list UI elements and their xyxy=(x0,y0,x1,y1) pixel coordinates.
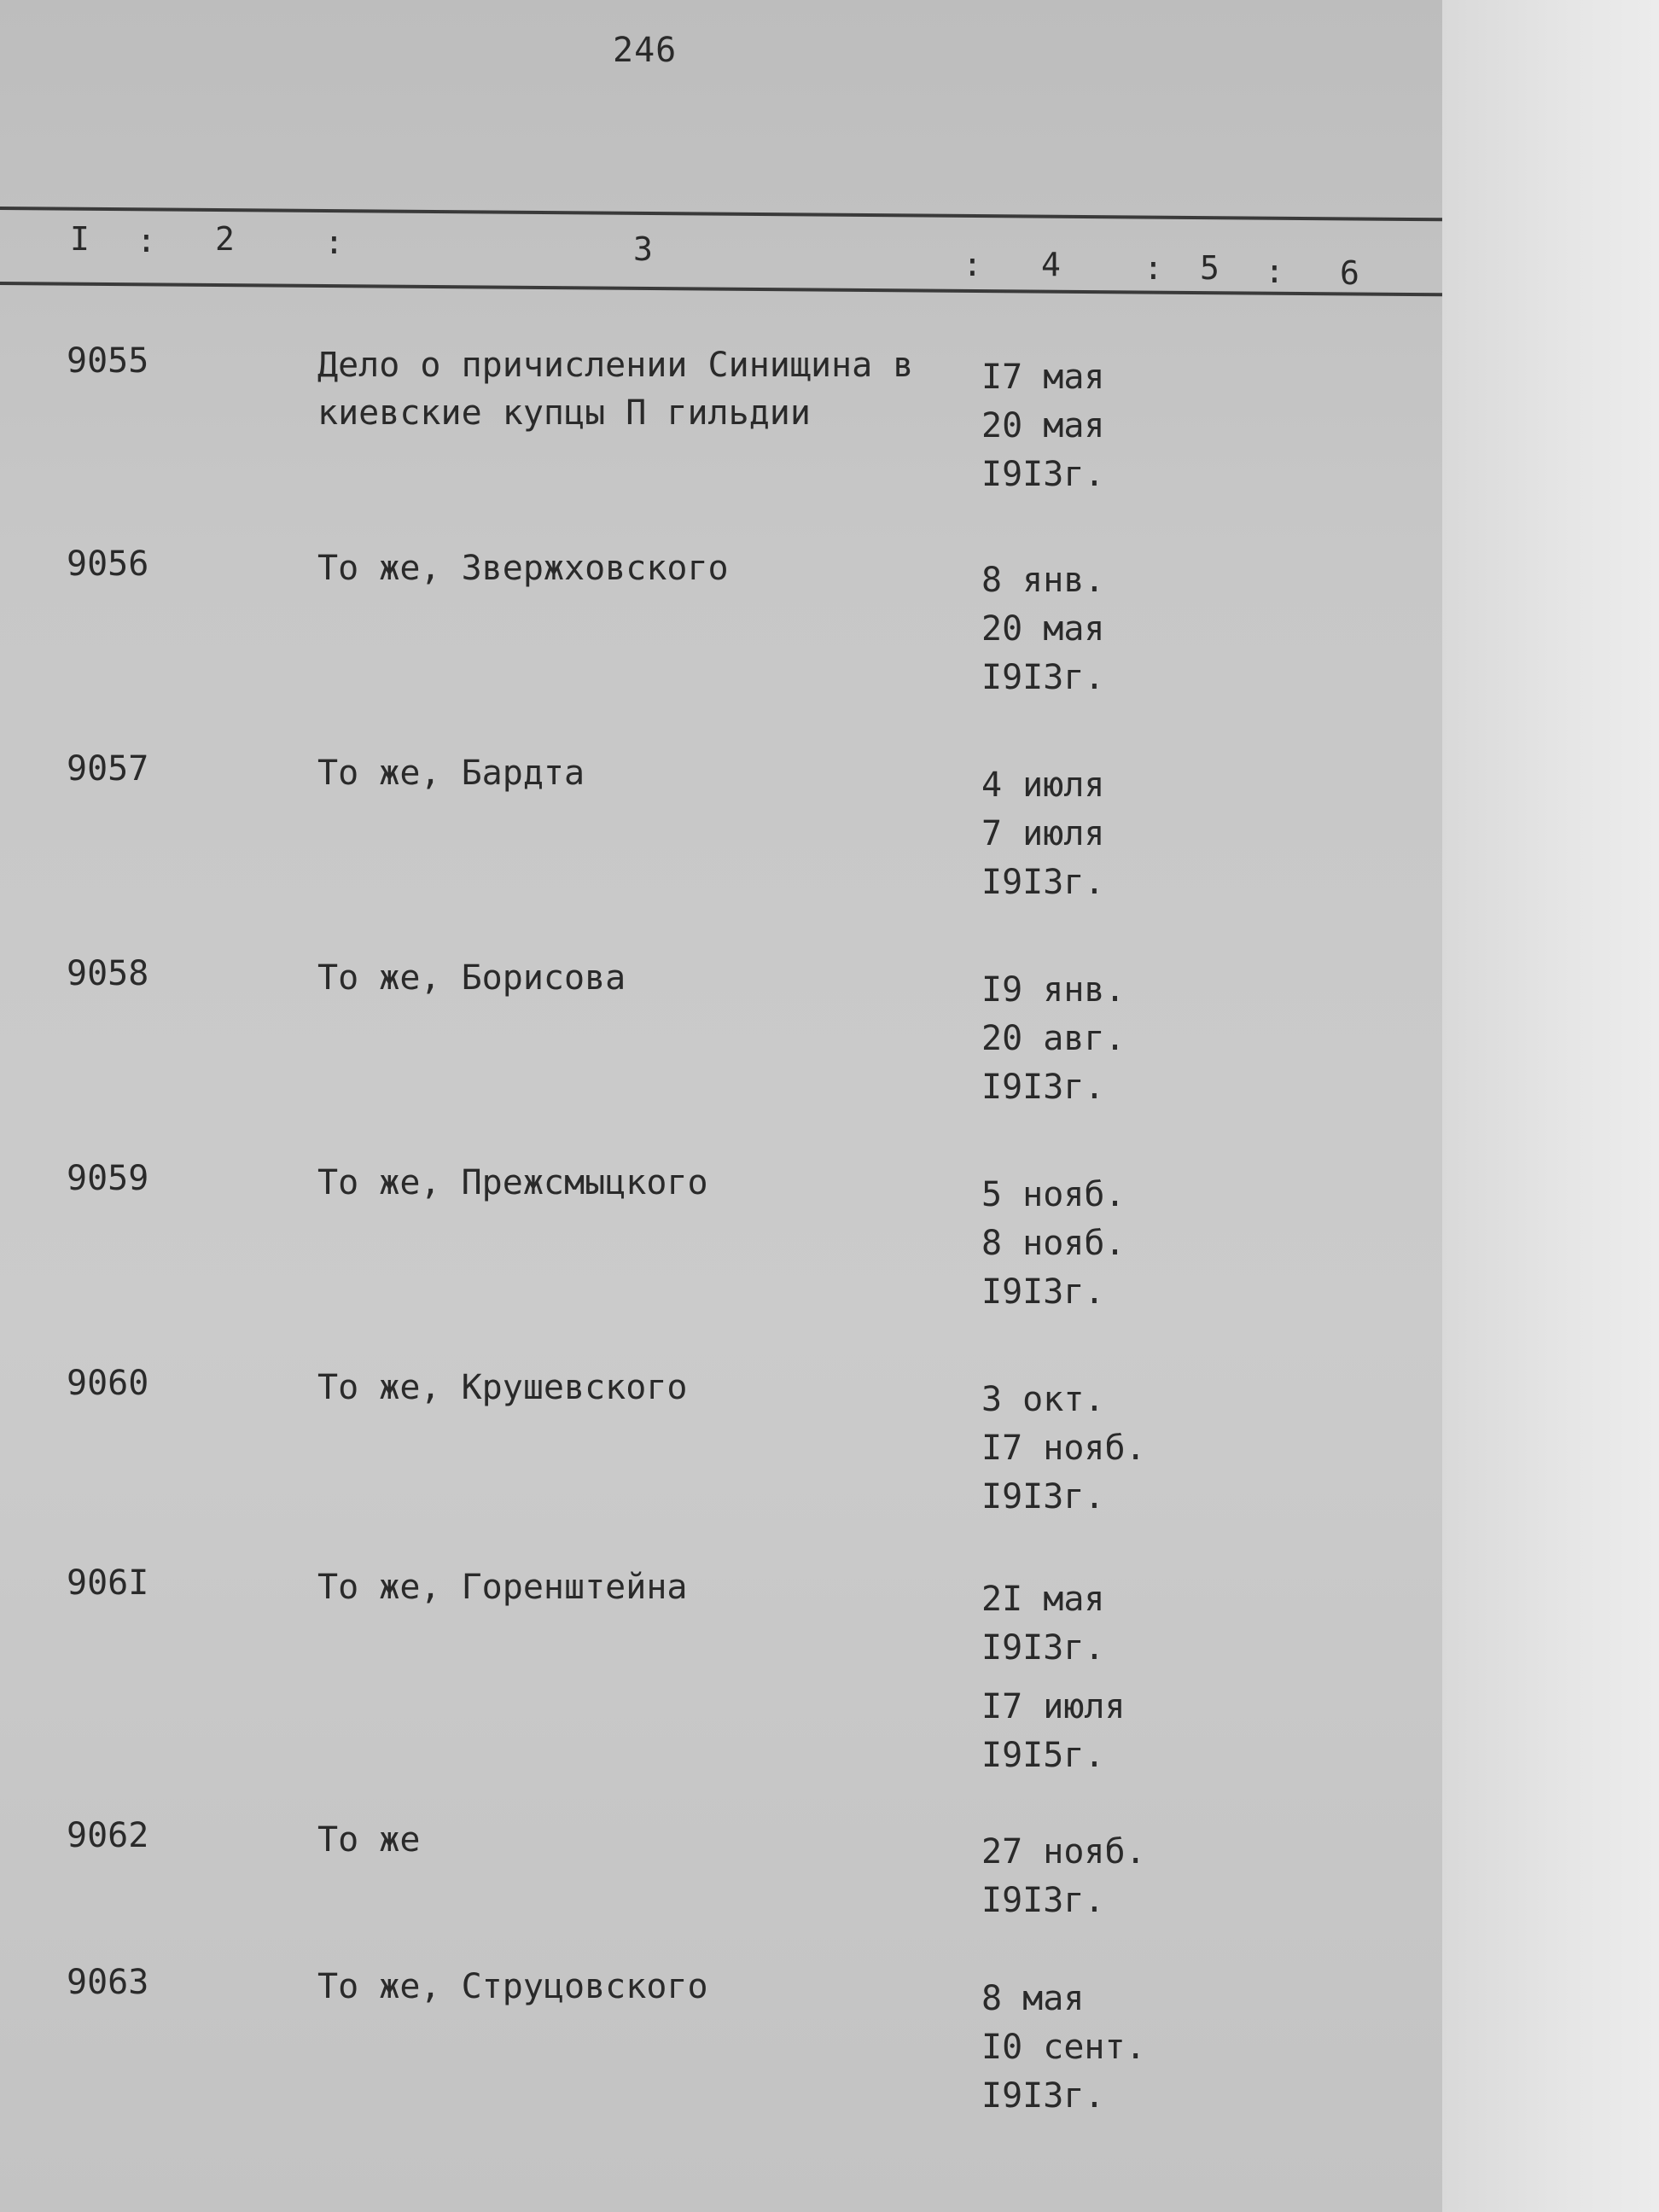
date-line: 8 мая xyxy=(981,1979,1085,2018)
case-dates xyxy=(981,1828,1146,1925)
case-dates xyxy=(981,1376,1146,1522)
case-dates xyxy=(981,1171,1126,1317)
header-col-4: 4 xyxy=(1041,246,1061,283)
case-title: То же xyxy=(317,1820,421,1860)
date-line: I7 нояб. xyxy=(981,1429,1146,1468)
table-row xyxy=(0,954,1442,1150)
date-line: 5 нояб. xyxy=(981,1175,1126,1214)
case-number: 906I xyxy=(67,1563,149,1603)
case-title: То же, Звержховского xyxy=(317,549,729,588)
case-number: 9059 xyxy=(67,1159,149,1198)
header-col-6: 6 xyxy=(1340,254,1359,292)
case-title: То же, Прежсмыцкого xyxy=(317,1163,708,1202)
date-line: I9I3г. xyxy=(981,1068,1105,1107)
case-title: То же, Горенштейна xyxy=(317,1568,688,1607)
case-dates xyxy=(981,761,1105,907)
date-line: I9 янв. xyxy=(981,970,1126,1010)
header-col-1: I xyxy=(70,220,90,258)
case-title: То же, Струцовского xyxy=(317,1967,708,2006)
date-line: I9I3г. xyxy=(981,863,1105,902)
case-title: То же, Крушевского xyxy=(317,1368,688,1407)
date-line: I9I3г. xyxy=(981,455,1105,494)
date-line: 27 нояб. xyxy=(981,1832,1146,1871)
header-separator: : xyxy=(1265,253,1284,290)
date-line: I9I3г. xyxy=(981,1272,1105,1312)
case-number: 9063 xyxy=(67,1963,149,2002)
date-line: 20 авг. xyxy=(981,1019,1126,1058)
page-number: 246 xyxy=(613,31,678,70)
header-separator: : xyxy=(963,246,982,283)
date-line: I0 сент. xyxy=(981,2028,1146,2067)
case-dates xyxy=(981,966,1126,1112)
page-margin xyxy=(1442,0,1659,2212)
date-line: I9I3г. xyxy=(981,1477,1105,1516)
case-number: 9057 xyxy=(67,749,149,789)
date-line: I9I3г. xyxy=(981,1881,1105,1920)
case-title: Дело о причислении Синищина в киевские купцы П гильдии xyxy=(317,346,914,433)
date-line: 2I мая xyxy=(981,1580,1105,1619)
header-separator: : xyxy=(137,222,156,259)
case-title: То же, Бардта xyxy=(317,754,585,793)
date-line: 8 янв. xyxy=(981,561,1105,600)
case-number: 9056 xyxy=(67,544,149,584)
date-line: 7 июля xyxy=(981,814,1105,853)
date-line: I9I3г. xyxy=(981,2076,1105,2116)
case-dates xyxy=(981,1575,1126,1780)
table-row xyxy=(0,1963,1442,2159)
date-line: I7 мая xyxy=(981,358,1105,397)
case-number: 9062 xyxy=(67,1816,149,1855)
table-row xyxy=(0,1159,1442,1355)
case-dates xyxy=(981,353,1105,499)
header-separator: : xyxy=(324,224,344,261)
date-line: I9I3г. xyxy=(981,1628,1105,1668)
date-line: I9I3г. xyxy=(981,658,1105,697)
header-col-3: 3 xyxy=(633,230,653,268)
case-number: 9055 xyxy=(67,341,149,381)
case-dates xyxy=(981,556,1105,702)
date-line: 8 нояб. xyxy=(981,1224,1126,1263)
case-number: 9058 xyxy=(67,954,149,993)
case-title: То же, Борисова xyxy=(317,958,626,998)
header-separator: : xyxy=(1144,249,1163,287)
date-line: I7 июля xyxy=(981,1687,1126,1726)
table-row xyxy=(0,544,1442,741)
table-row xyxy=(0,749,1442,946)
date-line: 3 окт. xyxy=(981,1380,1105,1419)
date-line: 4 июля xyxy=(981,765,1105,805)
table-row xyxy=(0,1364,1442,1560)
date-line: I9I5г. xyxy=(981,1736,1105,1775)
header-col-5: 5 xyxy=(1200,249,1220,287)
header-col-2: 2 xyxy=(215,220,235,258)
date-line: 20 мая xyxy=(981,406,1105,445)
case-number: 9060 xyxy=(67,1364,149,1403)
table-row xyxy=(0,1563,1442,1775)
table-row xyxy=(0,341,1442,538)
case-dates xyxy=(981,1975,1146,2121)
date-line: 20 мая xyxy=(981,609,1105,649)
